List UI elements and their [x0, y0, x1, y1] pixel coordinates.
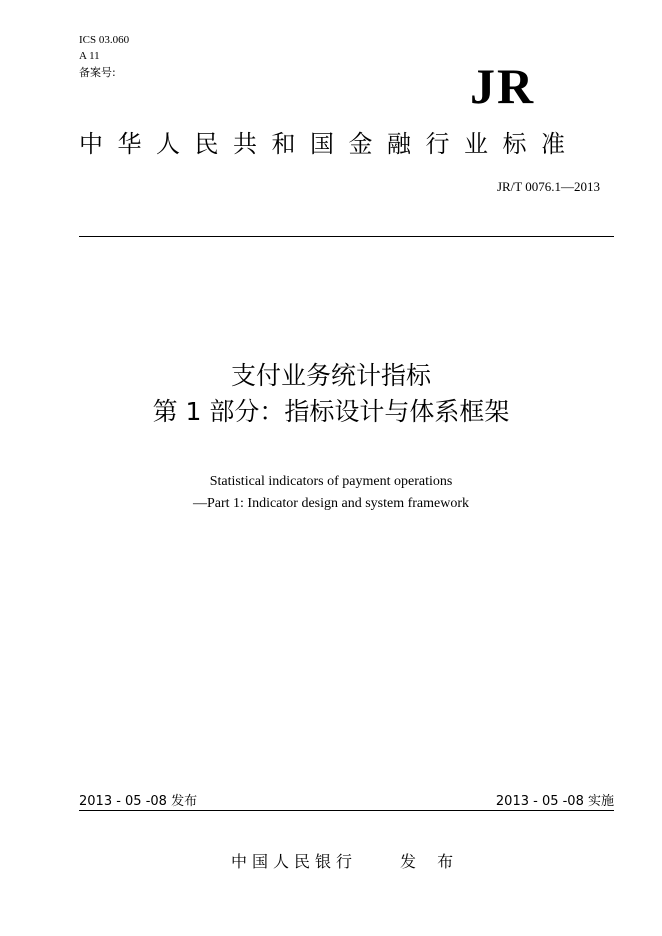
bottom-divider	[79, 810, 614, 811]
english-title	[0, 471, 662, 515]
issuer-name: 中国人民银行	[231, 852, 358, 871]
english-title-line-2: —Part 1: Indicator design and system framework	[192, 496, 470, 511]
chinese-title	[0, 358, 662, 430]
chinese-title-line-1: 支付业务统计指标	[230, 361, 431, 390]
standard-code: JR/T 0076.1—2013	[496, 179, 600, 194]
jr-logo: JR	[470, 58, 536, 114]
english-title-line-1: Statistical indicators of payment operations	[209, 474, 453, 489]
chinese-title-line-2: 第 1 部分：指标设计与体系框架	[152, 397, 510, 426]
ics-number: ICS 03.060	[79, 34, 130, 46]
classification-code: A 11	[79, 50, 100, 62]
issue-date: 2013 - 05 -08 发布	[79, 794, 198, 809]
record-number-label: 备案号:	[79, 66, 116, 79]
publish-label: 发 布	[400, 852, 462, 871]
top-divider	[79, 236, 614, 237]
standard-title: 中华人民共和国金融行业标准	[79, 130, 580, 158]
implementation-date: 2013 - 05 -08 实施	[495, 794, 614, 809]
